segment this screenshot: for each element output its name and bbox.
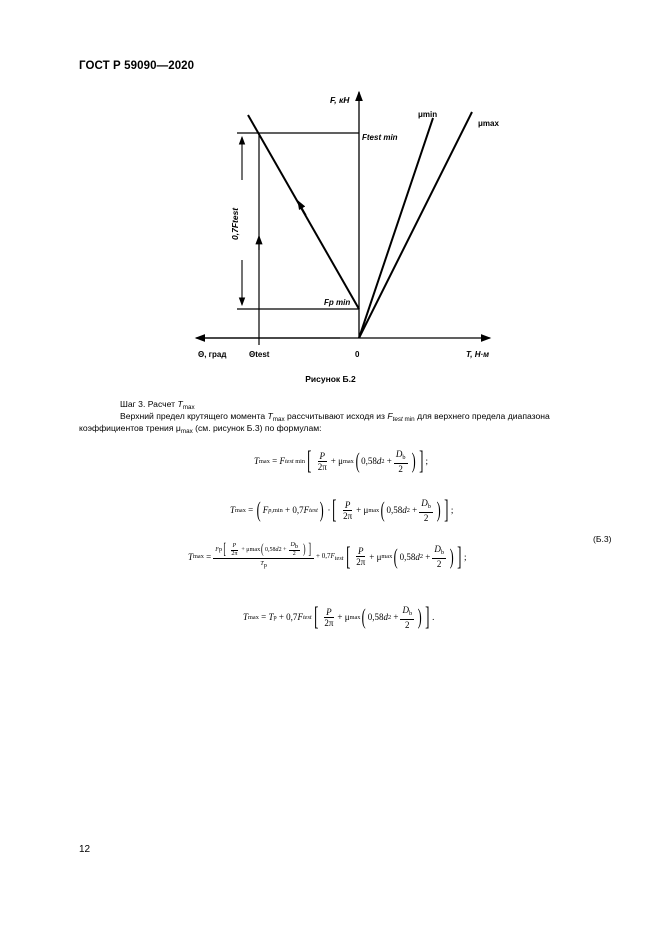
theta-test-label: Θtest bbox=[249, 350, 270, 359]
loading-direction-arrow bbox=[298, 201, 306, 215]
x-axis-label: T, Н·м bbox=[466, 350, 490, 359]
paragraph-line-1: Верхний предел крутящего момента $T_{max}$ рассчитывают исходя из $F_{test min}$ для верхнего предела диапазона bbox=[120, 411, 550, 423]
para-part-1: Верхний предел крутящего момента bbox=[120, 411, 268, 421]
formula-3: T max = F p [ $\frac{P}{2\pi}$ + μ max ( 0,58 d 2 + $\frac{Db}{2}$ ) ] Tp + 0,7Ftest [ $\frac{P}{2\pi}$ + μ max ( 0,58 d 2 + $\frac{D_b}{2}$ ) ] ; bbox=[188, 541, 467, 571]
delta-label: 0,7Ftest bbox=[230, 207, 240, 240]
mu-min-line bbox=[359, 118, 433, 338]
equation-number: (Б.3) bbox=[593, 534, 612, 544]
step-title-symbol: T bbox=[177, 399, 183, 409]
formula-1: T max = F test min [ $\frac{P}{2\pi}$ + μ max ( 0,58 d 2 + $\frac{D_b}{2}$ ) ] ; bbox=[254, 446, 429, 475]
para-part-2: рассчитывают исходя из bbox=[284, 411, 388, 421]
figure-b2 bbox=[0, 0, 661, 380]
f-test-min-label: Ftest min bbox=[362, 133, 398, 142]
f-p-min-label: Fp min bbox=[324, 298, 351, 307]
document-header: ГОСТ Р 59090—2020 bbox=[79, 60, 195, 72]
formula-2: T max = ( F p,min + 0,7 F test ) · [ $\frac{P}{2\pi}$ + μ max ( 0,58 d 2 + $\frac{D_b}{2}$ ) ] ; bbox=[230, 495, 454, 524]
theta-axis-label: Θ, град bbox=[198, 350, 227, 359]
para-part-3: для верхнего предела диапазона bbox=[414, 411, 550, 421]
origin-label: 0 bbox=[355, 350, 360, 359]
y-axis-label: F, кН bbox=[330, 95, 350, 105]
mu-max-label: μmax bbox=[478, 119, 499, 128]
page-number: 12 bbox=[79, 844, 91, 855]
para-part-4: коэффициентов трения bbox=[79, 423, 176, 433]
paragraph-line-2: коэффициентов трения $\mu_{max}$ (см. рисунок Б.3) по формулам: bbox=[79, 423, 322, 435]
mu-max-line bbox=[359, 112, 472, 338]
figure-caption: Рисунок Б.2 bbox=[305, 374, 356, 384]
step-title-text: Шаг 3. Расчет bbox=[120, 399, 178, 409]
para-part-5: (см. рисунок Б.3) по формулам: bbox=[192, 423, 322, 433]
mu-min-label: μmin bbox=[418, 110, 438, 119]
step-title-subscript: max bbox=[182, 404, 195, 411]
formula-4: T max = T p + 0,7 F test [ $\frac{P}{2\pi}$ + μ max ( 0,58 d 2 + $\frac{D_b}{2}$ ) ] . bbox=[243, 602, 435, 631]
loading-line bbox=[248, 115, 359, 309]
